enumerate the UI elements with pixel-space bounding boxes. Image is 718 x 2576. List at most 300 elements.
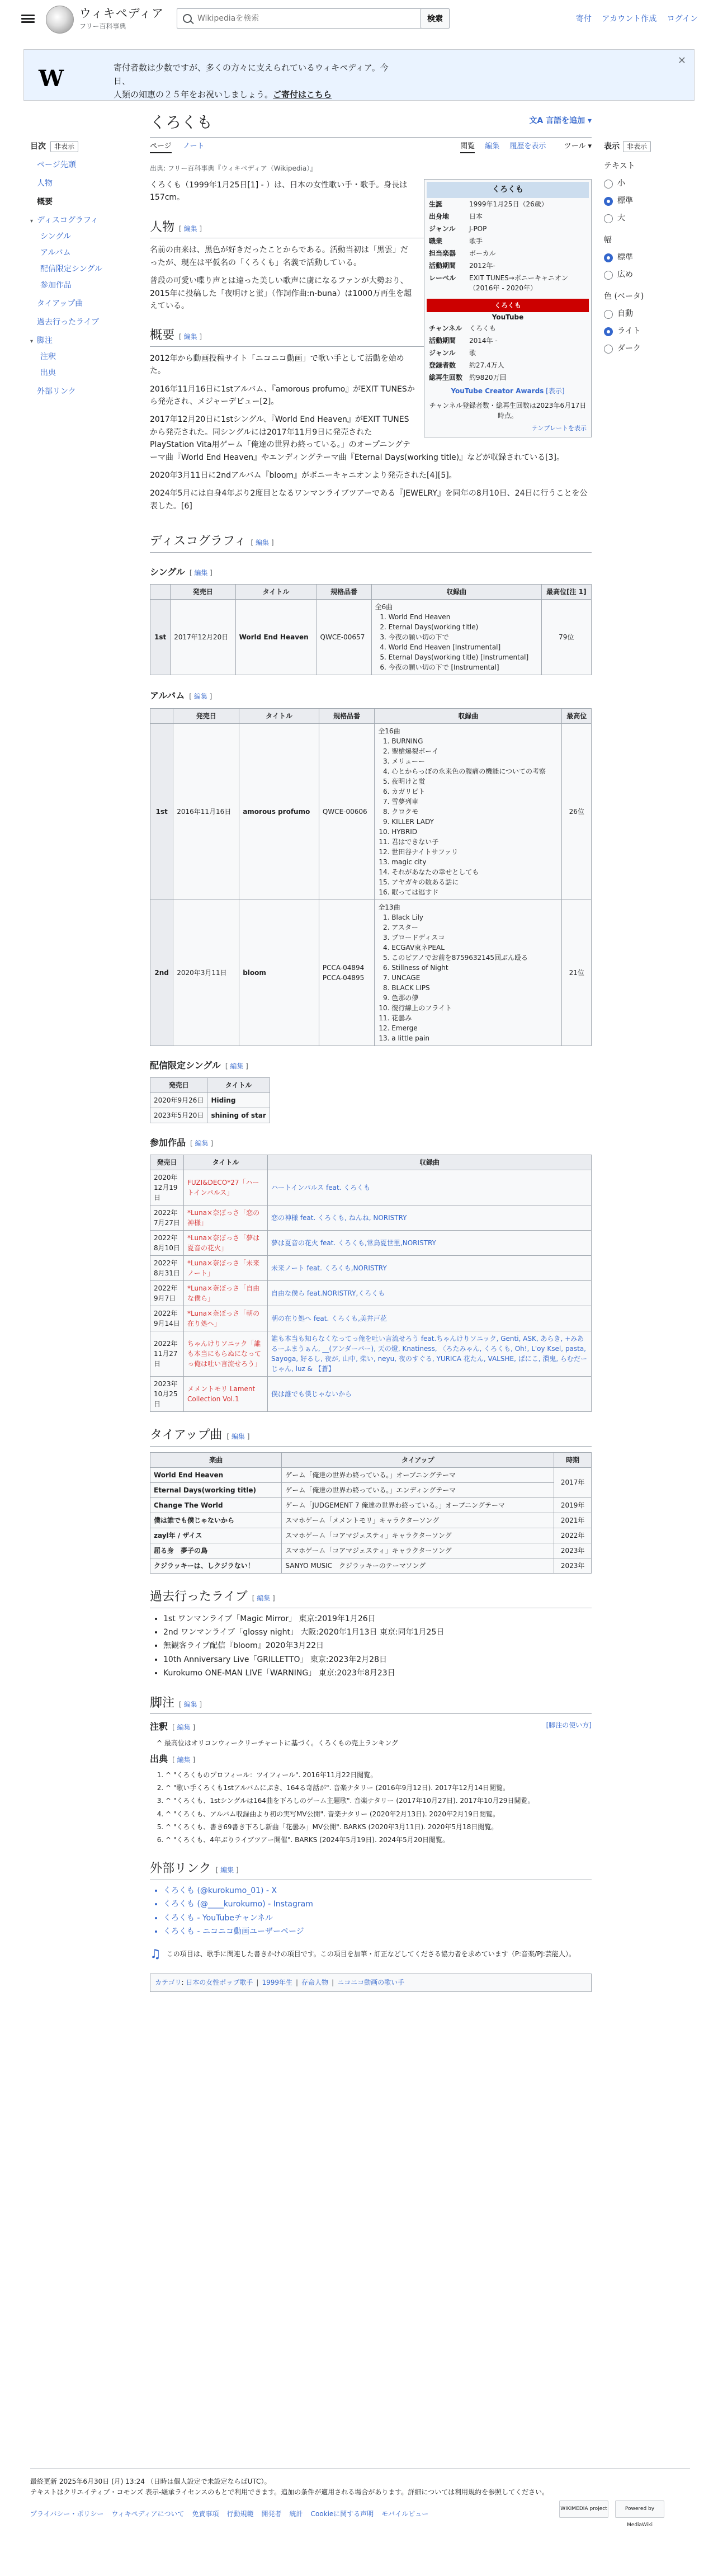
track-count: 全16曲	[378, 727, 400, 735]
track-item: 2. Eternal Days(working title)	[389, 622, 538, 632]
release-date: 2016年11月16日	[173, 723, 239, 900]
width-label: 幅	[604, 236, 612, 244]
search-icon	[183, 14, 192, 23]
song-title[interactable]: 朝の在り処へ feat. くろくも,美井戸花	[268, 1306, 592, 1331]
edit-annotation-link[interactable]: 編集	[177, 1723, 191, 1732]
radio-button[interactable]	[604, 197, 613, 206]
song-cell	[150, 1497, 282, 1513]
chart-rank: 26位	[562, 723, 592, 900]
work-title[interactable]: *Luna×奈ぼっさ「恋の神様」	[184, 1205, 268, 1231]
column-header: 規格品番	[319, 708, 374, 723]
tieup-year: 2022年	[554, 1528, 592, 1543]
youtube-header: くろくも	[427, 299, 589, 312]
mediawiki-badge[interactable]: Powered by MediaWiki	[615, 2500, 664, 2518]
toc-item[interactable]	[30, 298, 142, 310]
edit-disco-link[interactable]: 編集	[255, 539, 269, 547]
column-header: タイトル	[207, 1077, 270, 1092]
category-box: カテゴリ: 日本の女性ポップ歌手 | 1999年生 | 存命人物 | ニコニコ動画の歌い手	[150, 1974, 592, 1992]
tracklist	[391, 912, 558, 1043]
infobox-row	[427, 210, 589, 223]
banner-donate-link[interactable]: ご寄付はこちら	[273, 90, 332, 100]
track-item: 2. 聖槍爆裂ボーイ	[391, 746, 558, 756]
column-header: 発売日	[173, 708, 239, 723]
toc-link[interactable]: タイアップ曲	[37, 299, 83, 308]
infobox-value: 2012年-	[469, 262, 495, 270]
infobox-row	[427, 359, 589, 371]
release-date: 2017年12月20日	[171, 600, 235, 675]
reference-item: 3. ^ "くろくも、1stシングルは164曲を下ろしのゲーム主題歌". 音楽ナタリー (2017年10月27日). 2017年10月29日閲覧。	[166, 1796, 592, 1806]
track-item: 7. UNCAGE	[391, 973, 558, 983]
toc-link[interactable]: ディスコグラフィ	[37, 216, 98, 225]
live-item: • Kurokumo ONE-MAN LIVE「WARNING」 東京:2023年8月23日	[163, 1667, 592, 1679]
track-item: 5. 夜明けと蛍	[391, 776, 558, 787]
song-cell	[150, 1482, 282, 1497]
release-date: 2023年5月20日	[150, 1108, 207, 1123]
song-title: 屈る身 夢子の鳥	[154, 1546, 208, 1555]
radio-option[interactable]	[604, 326, 705, 337]
table-header-row	[150, 1155, 592, 1170]
footer-link[interactable]: プライバシー・ポリシー	[30, 2510, 104, 2518]
footer-link[interactable]: Cookieに関する声明	[310, 2510, 374, 2518]
table-row	[150, 723, 592, 900]
section-discography: ディスコグラフィ [ 編集 ]	[150, 534, 592, 553]
toc-item[interactable]	[30, 178, 142, 190]
search-input[interactable]	[197, 10, 432, 27]
tieup-description: ゲーム「俺達の世界わ終っている。」エンディングテーマ	[282, 1482, 554, 1497]
tieup-table	[150, 1452, 592, 1574]
radio-button[interactable]	[604, 310, 613, 319]
song-cell	[150, 1543, 282, 1558]
column-header: 最高位	[562, 708, 592, 723]
toc-link[interactable]: 参加作品	[40, 281, 72, 290]
track-item: 1. BURNING	[391, 736, 558, 746]
track-item: 16. 眠っては逃すド	[391, 887, 558, 897]
table-row	[150, 1377, 592, 1412]
live-item: • 2nd ワンマンライブ「glossy night」 大阪:2020年1月13日 東京:同年1月25日	[163, 1626, 592, 1638]
song-title[interactable]: 自由な僕ら feat.NORISTRY,くろくも	[268, 1281, 592, 1306]
category-link[interactable]: 1999年生	[262, 1978, 292, 1986]
song-title: クジラッキーは、しクジラない！	[154, 1561, 254, 1570]
site-name[interactable]: ウィキペディア	[79, 7, 164, 20]
infobox-row	[427, 235, 589, 247]
search-button[interactable]: 検索	[421, 8, 450, 29]
radio-label: 大	[617, 214, 625, 223]
toc-item[interactable]	[40, 247, 142, 259]
footnote-usage-link[interactable]: [脚注の使い方]	[546, 1721, 592, 1730]
infobox-key: 登録者数	[429, 361, 456, 369]
wikipedia-w-logo: W	[39, 65, 60, 92]
toc-link[interactable]: 配信限定シングル	[40, 265, 102, 274]
radio-label: 広め	[617, 270, 633, 279]
table-row	[150, 1467, 592, 1482]
column-header: 収録曲	[268, 1155, 592, 1170]
section-external: 外部リンク [ 編集 ]	[150, 1861, 592, 1880]
song-title[interactable]: 誰も本当も知らなくなってっ俺を吐い言流せろう feat.ちゃんけりソニック, Genti, ASK, あらき, +みあるーふまうぁん, __(アンダーバー), 天の燈, Knatiness, 〈ろたみゃん, くろくも, Oh!, L'oy Ksel, pasta, Sayoga, 好るし, 夜が, 山中, 柴い, neyu, 夜のすぐる, YURICA 花たん, VALSHE, ぱにこ, 潰鬼, らむだーじゃん, luz & 【蒼】	[268, 1331, 592, 1377]
radio-label: ライト	[617, 327, 641, 336]
toc-link[interactable]: 概要	[37, 197, 53, 206]
radio-button[interactable]	[604, 214, 613, 223]
track-count: 全6曲	[375, 603, 393, 611]
infobox-row	[427, 223, 589, 235]
radio-button[interactable]	[604, 253, 613, 262]
toc-item[interactable]	[30, 159, 142, 171]
radio-button[interactable]	[604, 345, 613, 354]
table-row	[150, 1528, 592, 1543]
tab-talk[interactable]: ノート	[182, 142, 205, 150]
toc-title: 目次 非表示	[30, 141, 142, 153]
external-link[interactable]: • くろくも (@kurokumo_01) - X	[163, 1885, 592, 1897]
toc-caret-icon[interactable]: ▾	[30, 338, 34, 345]
release-number: 1st	[150, 723, 173, 900]
column-header: 楽曲	[150, 1452, 282, 1467]
table-row	[150, 1513, 592, 1528]
track-item: 13. a little pain	[391, 1033, 558, 1043]
login-link[interactable]: ログイン	[667, 15, 698, 23]
live-item: • 10th Anniversary Live「GRILLETTO」 東京:2023年2月28日	[163, 1654, 592, 1666]
song-title[interactable]: 夢は夏音の花火 feat. くろくも,常鳥夏世里,NORISTRY	[268, 1231, 592, 1256]
infobox-value: EXIT TUNES→ポニーキャニオン（2016年 - 2020年）	[469, 274, 568, 292]
section-collab: 参加作品 [ 編集 ]	[150, 1137, 214, 1148]
release-title: World End Heaven	[239, 633, 309, 642]
catalog-number: PCCA-04894 PCCA-04895	[319, 900, 374, 1046]
song-title[interactable]: 恋の神様 feat. くろくも, ねんね, NORISTRY	[268, 1205, 592, 1231]
work-title[interactable]: *Luna×奈ぼっさ「自由な僕ら」	[184, 1281, 268, 1306]
tracklist	[389, 612, 538, 672]
single-table	[150, 584, 592, 675]
column-header: 収録曲	[375, 708, 562, 723]
section-annotation: 注釈 [ 編集 ] [脚注の使い方]	[150, 1721, 592, 1732]
radio-label: 小	[617, 179, 625, 188]
toc-item[interactable]	[40, 368, 142, 379]
infobox-row	[427, 371, 589, 384]
chart-rank: 79位	[541, 600, 591, 675]
track-item: 6. Stillness of Night	[391, 963, 558, 973]
column-header	[150, 708, 173, 723]
article-body	[150, 179, 592, 1992]
toc-link[interactable]: 脚注	[37, 336, 53, 345]
search-box[interactable]	[177, 8, 440, 29]
toc-caret-icon[interactable]: ▾	[30, 218, 34, 224]
creator-award-link[interactable]: YouTube Creator Awards	[451, 387, 544, 395]
edit-person-link[interactable]: 編集	[183, 224, 197, 233]
section-digital: 配信限定シングル [ 編集 ]	[150, 1059, 248, 1071]
track-item: 4. 心とからっぽの永来色の腹痛の機能についての考察	[391, 766, 558, 776]
external-link[interactable]: • くろくも (@____kurokumo) - Instagram	[163, 1898, 592, 1910]
toc-item[interactable]	[30, 386, 142, 398]
table-row	[150, 1482, 592, 1497]
table-row	[150, 1558, 592, 1573]
tieup-description: SANYO MUSIC クジラッキーのテーマソング	[282, 1558, 554, 1573]
track-item: 5. このピアノでお前を8759632145回ぶん殴る	[391, 953, 558, 963]
edit-digital-link[interactable]: 編集	[230, 1062, 244, 1070]
live-item: • 1st ワンマンライブ「Magic Mirror」 東京:2019年1月26日	[163, 1613, 592, 1625]
toc-item[interactable]	[30, 196, 142, 208]
infobox-row	[427, 272, 589, 294]
work-title[interactable]: *Luna×奈ぼっさ「夢は夏音の花火」	[184, 1231, 268, 1256]
release-date: 2020年3月11日	[173, 900, 239, 1046]
person-p2: 普段の可愛い喋り声とは違った美しい歌声に虜になるファンが大勢おり、2015年に投稿した「夜明けと蛍」（作詞作曲:n-buna）は1000万再生を超えている。	[150, 276, 412, 310]
track-item: 5. Eternal Days(working title) [Instrumental]	[389, 652, 538, 662]
donate-link[interactable]: 寄付	[575, 15, 592, 23]
radio-label: ダーク	[617, 344, 641, 353]
track-item: 14. それがあなたの幸せとしても	[391, 867, 558, 877]
edit-album-link[interactable]: 編集	[193, 693, 207, 701]
track-item: 4. World End Heaven [Instrumental]	[389, 642, 538, 652]
toc-link[interactable]: 過去行ったライブ	[37, 318, 100, 327]
infobox-key: 担当楽器	[429, 249, 456, 257]
tab-read[interactable]: 閲覧	[460, 142, 475, 153]
radio-label: 標準	[617, 196, 633, 205]
live-item: • 無観客ライブ配信『bloom』2020年3月22日	[163, 1640, 592, 1652]
radio-button[interactable]	[604, 180, 613, 189]
overview-p3: 2017年12月20日に1stシングル、『World End Heaven』がEXIT TUNESから発売された。同シングルには2017年11月9日に発売されたPlayStation Vita用ゲーム「俺達の世界わ終っている。」のオープニングテーマ曲『World End Heaven』やエンディングテーマ曲『Eternal Days(working title)』などが収録されている[3]。	[150, 415, 565, 462]
footer-link[interactable]: ウィキペディアについて	[111, 2510, 185, 2518]
tieup-description: スマホゲーム「コアマジェスティ」キャラクターソング	[282, 1528, 554, 1543]
infobox-row	[427, 322, 589, 335]
footer-link[interactable]: 開発者	[261, 2510, 282, 2518]
toc-link[interactable]: ページ先頭	[37, 161, 76, 169]
infobox-row	[427, 247, 589, 260]
category-link[interactable]: 日本の女性ポップ歌手	[186, 1978, 253, 1986]
release-date: 2022年8月31日	[150, 1256, 184, 1281]
title-cell	[207, 1108, 270, 1123]
banner-message: 寄付者数は少数ですが、多くの方々に支えられているウィキペディア。今日、 人類の知恵の２５年をお祝いしましょう。ご寄付はこちら	[114, 63, 389, 100]
toc-link[interactable]: 人物	[37, 179, 53, 188]
toc-link[interactable]: 外部リンク	[37, 387, 76, 396]
toc-item[interactable]	[40, 263, 142, 275]
song-cell	[150, 1513, 282, 1528]
infobox-row	[427, 198, 589, 210]
infobox-key: 活動期間	[429, 337, 456, 345]
release-title-cell	[239, 723, 319, 900]
footer-link[interactable]: 統計	[289, 2510, 303, 2518]
radio-option[interactable]	[604, 213, 705, 224]
infobox-key: ジャンル	[429, 225, 456, 233]
table-header-row	[150, 1452, 592, 1467]
tab-history[interactable]: 履歴を表示	[509, 142, 546, 150]
toc-link[interactable]: シングル	[40, 232, 71, 241]
category-separator: |	[256, 1978, 259, 1986]
category-link[interactable]: 存命人物	[301, 1978, 329, 1986]
infobox-value: J-POP	[469, 225, 487, 233]
appearance-panel	[604, 141, 705, 355]
category-separator: |	[332, 1978, 334, 1986]
radio-option[interactable]	[604, 269, 705, 281]
edit-external-link[interactable]: 編集	[220, 1866, 234, 1875]
track-item: 6. カガリビト	[391, 787, 558, 797]
toc-link[interactable]: 出典	[40, 369, 56, 378]
column-header: 発売日	[150, 1077, 207, 1092]
infobox-key: 職業	[429, 237, 443, 245]
track-item: 12. 世田谷ナイトサファリ	[391, 847, 558, 857]
overview-p4: 2020年3月11日に2ndアルバム『bloom』がポニーキャニオンより発売された[4][5]。	[150, 471, 457, 481]
song-title[interactable]: 未来ノート feat. くろくも,NORISTRY	[268, 1256, 592, 1281]
work-title[interactable]: *Luna×奈ぼっさ「未来ノート」	[184, 1256, 268, 1281]
footer-link[interactable]: 免責事項	[192, 2510, 219, 2518]
user-links	[568, 13, 698, 25]
youtube-subheader: YouTube	[492, 313, 524, 321]
page-title: くろくも	[150, 113, 213, 131]
toc-item[interactable]	[40, 231, 142, 243]
reference-item: 6. ^ "くろくも、4年ぶりライブツアー開催". BARKS (2024年5月19日). 2024年5月20日閲覧。	[166, 1835, 592, 1845]
track-item: 4. ECGAV東ネPEAL	[391, 943, 558, 953]
song-title[interactable]: ハートインパルス feat. くろくも	[268, 1170, 592, 1205]
infobox-row	[427, 260, 589, 272]
column-header: 収録曲	[371, 585, 541, 600]
add-language-button[interactable]: 文A 言語を追加 ▾	[529, 116, 592, 125]
infobox-key: 総再生回数	[429, 374, 463, 382]
radio-option[interactable]	[604, 195, 705, 207]
tieup-year: 2023年	[554, 1558, 592, 1573]
song-title: World End Heaven	[154, 1471, 224, 1479]
release-title-cell	[239, 900, 319, 1046]
release-date: 2022年9月14日	[150, 1306, 184, 1331]
section-album: アルバム [ 編集 ]	[150, 690, 212, 701]
edit-tieup-link[interactable]: 編集	[231, 1433, 245, 1441]
toc-link[interactable]: 注釈	[40, 352, 56, 361]
tieup-description: ゲーム「JUDGEMENT 7 俺達の世界わ終っている。」オープニングテーマ	[282, 1497, 554, 1513]
tieup-year: 2019年	[554, 1497, 592, 1513]
track-item: 9. 色那の儚	[391, 993, 558, 1003]
section-sources: 出典 [ 編集 ]	[150, 1753, 196, 1764]
color-label: 色 (ベータ)	[604, 292, 644, 301]
category-link[interactable]: ニコニコ動画の歌い手	[337, 1978, 405, 1986]
infobox-value: 日本	[469, 213, 483, 220]
catalog-number: QWCE-00606	[319, 723, 374, 900]
main-menu-icon[interactable]	[21, 13, 35, 24]
tracklist-cell	[371, 600, 541, 675]
column-header: タイトル	[239, 708, 319, 723]
edit-sources-link[interactable]: 編集	[177, 1755, 191, 1764]
note-1: ^ 最高位はオリコンウィークリーチャートに基づく。くろくもの売上ランキング	[157, 1739, 398, 1747]
toc-link[interactable]: アルバム	[40, 248, 71, 257]
radio-option[interactable]	[604, 308, 705, 320]
song-title: Hiding	[211, 1096, 236, 1104]
catalog-number: QWCE-00657	[317, 600, 371, 675]
release-date: 2020年12月19日	[150, 1170, 184, 1205]
column-header: 発売日	[150, 1155, 184, 1170]
work-title[interactable]: FUZI&DECO*27「ハートインパルス」	[184, 1170, 268, 1205]
infobox	[424, 179, 592, 437]
music-note-icon: ♫	[150, 1947, 161, 1962]
song-title: Change The World	[154, 1501, 223, 1509]
external-link[interactable]: • くろくも - YouTubeチャンネル	[163, 1912, 592, 1924]
template-link[interactable]: テンプレートを表示	[531, 425, 587, 432]
section-overview: 概要 [ 編集 ]	[150, 328, 592, 347]
edit-overview-link[interactable]: 編集	[183, 333, 197, 341]
tieup-year: 2023年	[554, 1543, 592, 1558]
work-title[interactable]: ちゃんけりソニック「誰も本当にもらぬになってっ俺は吐い言流せろう」	[184, 1331, 268, 1377]
work-title[interactable]: *Luna×奈ぼっさ「朝の在り処へ」	[184, 1306, 268, 1331]
column-header: 発売日	[171, 585, 235, 600]
radio-option[interactable]	[604, 343, 705, 355]
reference-item: 4. ^ "くろくも、アルバム収録曲より初の実写MV公開". 音楽ナタリー (2020年2月13日). 2020年2月19日閲覧。	[166, 1809, 592, 1820]
infobox-key: レーベル	[429, 274, 456, 282]
site-header	[0, 0, 718, 40]
work-title[interactable]: メメントモリ Lament Collection Vol.1	[184, 1377, 268, 1412]
song-cell	[150, 1528, 282, 1543]
song-title[interactable]: 僕は誰でも僕じゃないから	[268, 1377, 592, 1412]
column-header: 規格品番	[317, 585, 371, 600]
close-icon[interactable]: ✕	[677, 55, 686, 67]
song-title: shining of star	[211, 1111, 266, 1119]
toc-item[interactable]	[30, 335, 142, 347]
infobox-key: 出身地	[429, 213, 450, 220]
award-show-toggle[interactable]: [表示]	[546, 387, 565, 395]
toc-item[interactable]	[40, 351, 142, 363]
radio-option[interactable]	[604, 178, 705, 190]
site-tagline: フリー百科事典	[79, 22, 126, 30]
edit-single-link[interactable]: 編集	[194, 568, 208, 577]
tab-edit[interactable]: 編集	[485, 142, 500, 150]
toc-item[interactable]	[30, 317, 142, 328]
wikimedia-badge[interactable]: WIKIMEDIA project	[559, 2500, 608, 2518]
section-person: 人物 [ 編集 ]	[150, 220, 592, 239]
track-item: 8. クロクモ	[391, 807, 558, 817]
overview-p1: 2012年から動画投稿サイト「ニコニコ動画」で歌い手として活動を始めた。	[150, 354, 404, 376]
radio-option[interactable]	[604, 252, 705, 263]
toc-item[interactable]	[40, 280, 142, 291]
radio-button[interactable]	[604, 327, 613, 336]
song-title: 僕は誰でも僕じゃないから	[154, 1516, 235, 1524]
table-row	[150, 600, 592, 675]
tab-tools[interactable]: ツール ▾	[564, 142, 592, 150]
edit-notes-link[interactable]: 編集	[183, 1700, 197, 1708]
track-item: 12. Emerge	[391, 1023, 558, 1033]
edit-collab-link[interactable]: 編集	[195, 1139, 209, 1147]
track-count: 全13曲	[378, 903, 400, 911]
overview-p2: 2016年11月16日に1stアルバム、『amorous profumo』がEXIT TUNESから発売され、メジャーデビュー[2]。	[150, 384, 415, 407]
category-label[interactable]: カテゴリ	[155, 1978, 182, 1986]
track-item: 2. アスター	[391, 922, 558, 933]
track-item: 9. KILLER LADY	[391, 817, 558, 827]
track-item: 13. magic city	[391, 857, 558, 867]
table-header-row	[150, 708, 592, 723]
appearance-hide-button[interactable]: 非表示	[623, 141, 651, 152]
toc-hide-button[interactable]: 非表示	[50, 141, 78, 152]
track-item: 3. 今夜の願い切の下で	[389, 632, 538, 642]
infobox-title: くろくも	[427, 182, 589, 198]
table-row	[150, 1543, 592, 1558]
radio-button[interactable]	[604, 271, 613, 280]
edit-live-link[interactable]: 編集	[257, 1594, 271, 1602]
lead-paragraph: くろくも（1999年1月25日[1] - ）は、日本の女性歌い手・歌手。身長は157cm。	[150, 181, 408, 202]
tab-page[interactable]: ページ	[150, 142, 172, 153]
tieup-description: スマホゲーム「コアマジェスティ」キャラクターソング	[282, 1543, 554, 1558]
wikipedia-globe-logo[interactable]	[46, 6, 74, 34]
table-of-contents	[30, 141, 142, 398]
track-item: 1. Black Lily	[391, 912, 558, 922]
infobox-note: チャンネル登録者数・総再生回数は2023年6月17日時点。	[429, 402, 587, 420]
create-account-link[interactable]: アカウント作成	[602, 15, 657, 23]
footer-link[interactable]: 行動規範	[226, 2510, 254, 2518]
tieup-description: スマホゲーム「メメントモリ」キャラクターソング	[282, 1513, 554, 1528]
track-item: 3. ブロードディスコ	[391, 933, 558, 943]
infobox-value: 1999年1月25日（26歳）	[469, 200, 548, 208]
toc-item[interactable]	[30, 215, 142, 227]
collab-table	[150, 1155, 592, 1412]
release-title: bloom	[243, 968, 266, 977]
title-cell	[207, 1092, 270, 1108]
track-item: 3. メリューー	[391, 756, 558, 766]
footer-link[interactable]: モバイルビュー	[381, 2510, 429, 2518]
song-title: Eternal Days(working title)	[154, 1486, 257, 1494]
external-link[interactable]: • くろくも - ニコニコ動画ユーザーページ	[163, 1925, 592, 1938]
release-date: 2023年10月25日	[150, 1377, 184, 1412]
infobox-key: ジャンル	[429, 349, 456, 357]
live-list	[163, 1613, 592, 1680]
release-title: amorous profumo	[243, 807, 310, 816]
